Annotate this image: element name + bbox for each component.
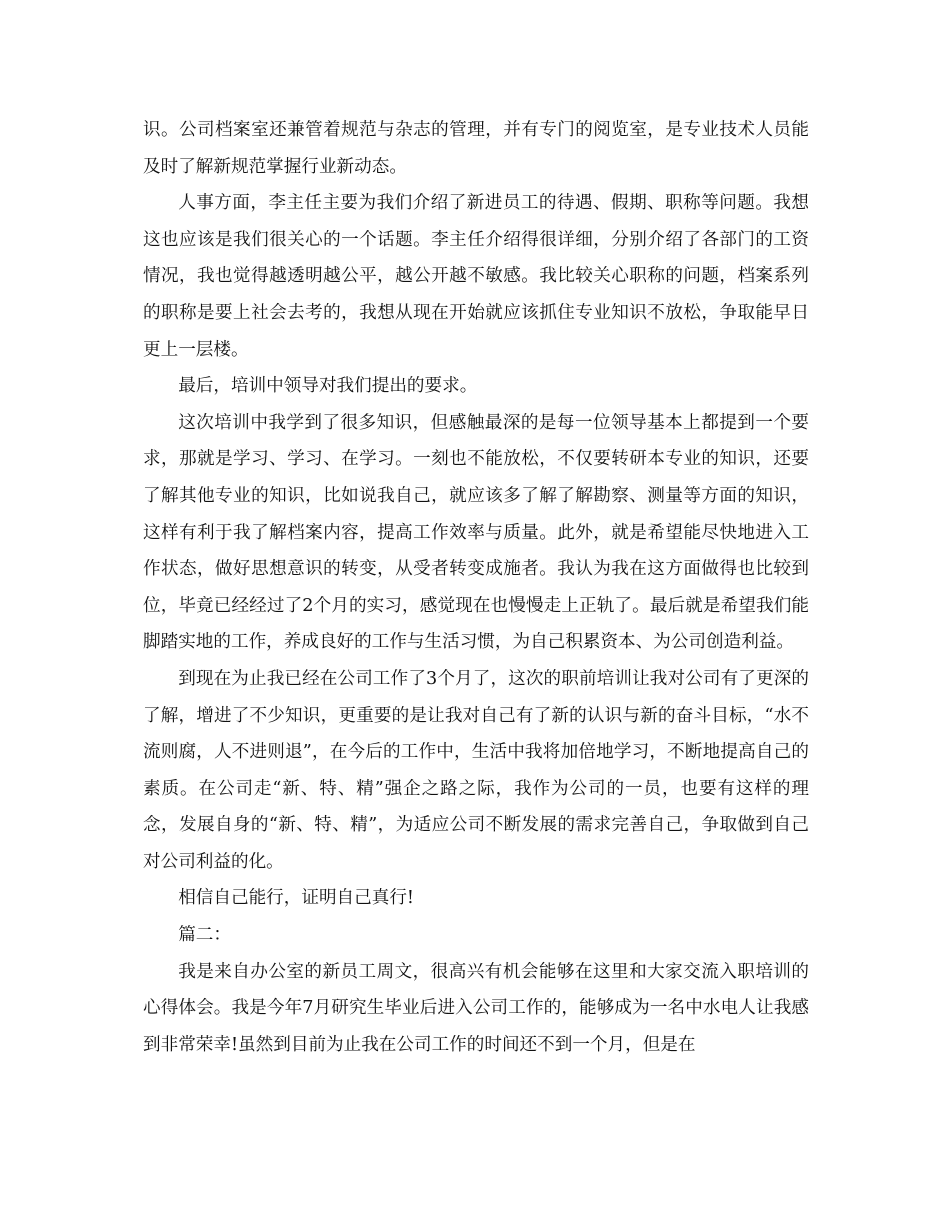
document-body (143, 112, 809, 1063)
paragraph-6: 相信自己能行，证明自己真行! (178, 888, 414, 909)
paragraph-7: 我是来自办公室的新员工周文，很高兴有机会能够在这里和大家交流入职培训的心得体会。我是今年7月研究生毕业后进入公司工作的，能够成为一名中水电人让我感到非常荣幸!虽然到目前为止我在公司工作的时间还不到一个月，但是在 (143, 961, 809, 1055)
paragraph-2: 人事方面，李主任主要为我们介绍了新进员工的待遇、假期、职称等问题。我想这也应该是我们很关心的一个话题。李主任介绍得很详细，分别介绍了各部门的工资情况，我也觉得越透明越公平，越公开越不敏感。我比较关心职称的问题，档案系列的职称是要上社会去考的，我想从现在开始就应该抓住专业知识不放松，争取能早日更上一层楼。 (143, 193, 809, 360)
section-heading: 篇二： (178, 925, 231, 946)
paragraph-1: 识。公司档案室还兼管着规范与杂志的管理，并有专门的阅览室，是专业技术人员能及时了解新规范掌握行业新动态。 (143, 120, 809, 177)
paragraph-3: 最后，培训中领导对我们提出的要求。 (178, 376, 478, 397)
paragraph-5: 到现在为止我已经在公司工作了3个月了，这次的职前培训让我对公司有了更深的了解，增进了不少知识，更重要的是让我对自己有了新的认识与新的奋斗目标，“水不流则腐，人不进则退”，在今后的工作中，生活中我将加倍地学习，不断地提高自己的素质。在公司走“新、特、精”强企之路之际，我作为公司的一员，也要有这样的理念，发展自身的“新、特、精”，为适应公司不断发展的需求完善自己，争取做到自己对公司利益的化。 (143, 668, 809, 872)
paragraph-4: 这次培训中我学到了很多知识，但感触最深的是每一位领导基本上都提到一个要求，那就是学习、学习、在学习。一刻也不能放松，不仅要转研本专业的知识，还要了解其他专业的知识，比如说我自己，就应该多了解了解勘察、测量等方面的知识，这样有利于我了解档案内容，提高工作效率与质量。此外，就是希望能尽快地进入工作状态，做好思想意识的转变，从受者转变成施者。我认为我在这方面做得也比较到位，毕竟已经经过了2个月的实习，感觉现在也慢慢走上正轨了。最后就是希望我们能脚踏实地的工作，养成良好的工作与生活习惯，为自己积累资本、为公司创造利益。 (143, 412, 809, 653)
